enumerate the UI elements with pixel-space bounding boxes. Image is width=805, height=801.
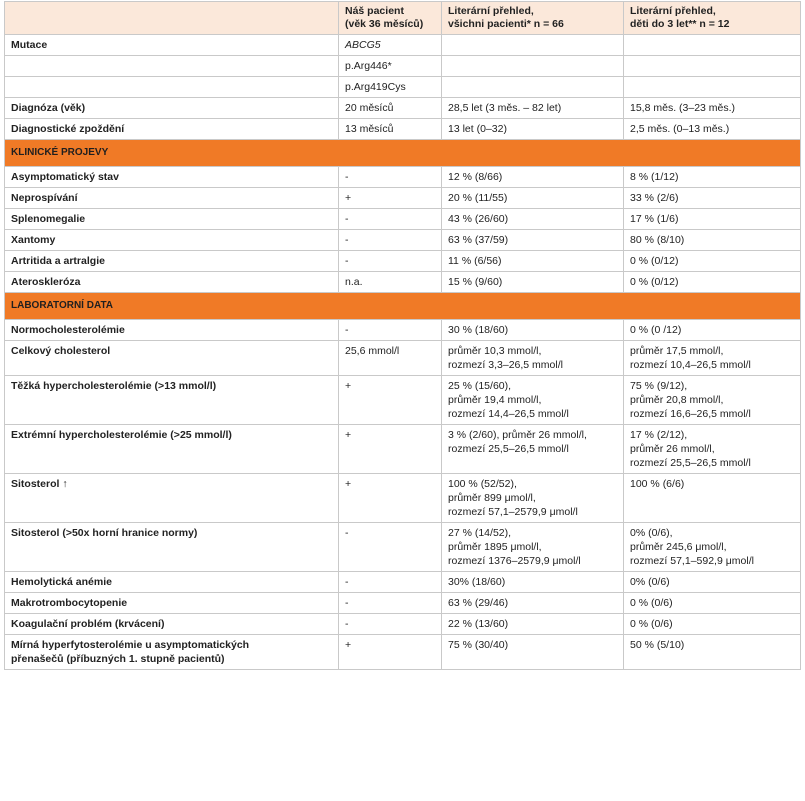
row-patient: - [339, 523, 442, 572]
row-label: Asymptomatický stav [5, 167, 339, 188]
row-patient: + [339, 425, 442, 474]
row-kids: 100 % (6/6) [624, 474, 801, 523]
row-all: 30 % (18/60) [442, 320, 624, 341]
table-row [5, 35, 801, 56]
row-patient: - [339, 593, 442, 614]
row-label: Sitosterol (>50x horní hranice normy) [5, 523, 339, 572]
row-label: Xantomy [5, 230, 339, 251]
table-row [5, 167, 801, 188]
mutation-gene: ABCG5 [339, 35, 442, 56]
row-patient: - [339, 167, 442, 188]
mutation-variant1: p.Arg446* [339, 56, 442, 77]
row-label: Hemolytická anémie [5, 572, 339, 593]
table-row [5, 425, 801, 474]
mutation-label: Mutace [5, 35, 339, 56]
row-all: 3 % (2/60), průměr 26 mmol/l, rozmezí 25,5–26,5 mmol/l [442, 425, 624, 474]
comparison-table [4, 1, 801, 670]
row-label: Ateroskleróza [5, 272, 339, 293]
row-all: 12 % (8/66) [442, 167, 624, 188]
row-label: Extrémní hypercholesterolémie (>25 mmol/l) [5, 425, 339, 474]
row-kids: 0% (0/6), průměr 245,6 μmol/l, rozmezí 57,1–592,9 μmol/l [624, 523, 801, 572]
row-kids: 15,8 měs. (3–23 měs.) [624, 98, 801, 119]
row-label: Celkový cholesterol [5, 341, 339, 376]
row-patient: + [339, 474, 442, 523]
row-all: 15 % (9/60) [442, 272, 624, 293]
row-label: Sitosterol ↑ [5, 474, 339, 523]
row-kids: průměr 17,5 mmol/l, rozmezí 10,4–26,5 mmol/l [624, 341, 801, 376]
row-all: 63 % (37/59) [442, 230, 624, 251]
row-label: Splenomegalie [5, 209, 339, 230]
row-kids: 0 % (0/6) [624, 593, 801, 614]
row-label: Mírná hyperfytosterolémie u asymptomatických přenašečů (příbuzných 1. stupně pacientů) [5, 635, 339, 670]
table-header-row [5, 2, 801, 35]
row-patient: - [339, 572, 442, 593]
table-row [5, 77, 801, 98]
table-row [5, 635, 801, 670]
row-patient: + [339, 635, 442, 670]
section-title: LABORATORNÍ DATA [5, 293, 801, 320]
row-kids: 2,5 měs. (0–13 měs.) [624, 119, 801, 140]
row-kids: 0 % (0/6) [624, 614, 801, 635]
row-label: Diagnostické zpoždění [5, 119, 339, 140]
table-row [5, 209, 801, 230]
table-row [5, 119, 801, 140]
table-row [5, 572, 801, 593]
row-patient: 25,6 mmol/l [339, 341, 442, 376]
table-row [5, 376, 801, 425]
row-patient: + [339, 376, 442, 425]
row-all: průměr 10,3 mmol/l, rozmezí 3,3–26,5 mmol/l [442, 341, 624, 376]
row-kids: 33 % (2/6) [624, 188, 801, 209]
row-kids: 50 % (5/10) [624, 635, 801, 670]
row-all: 22 % (13/60) [442, 614, 624, 635]
row-patient: + [339, 188, 442, 209]
row-label: Makrotrombocytopenie [5, 593, 339, 614]
table-row [5, 474, 801, 523]
table-row [5, 56, 801, 77]
row-all: 43 % (26/60) [442, 209, 624, 230]
row-patient: - [339, 614, 442, 635]
row-all: 100 % (52/52), průměr 899 μmol/l, rozmezí 57,1–2579,9 μmol/l [442, 474, 624, 523]
row-all: 11 % (6/56) [442, 251, 624, 272]
row-kids: 0 % (0/12) [624, 272, 801, 293]
row-label: Těžká hypercholesterolémie (>13 mmol/l) [5, 376, 339, 425]
row-patient: 13 měsíců [339, 119, 442, 140]
table-row [5, 341, 801, 376]
header-col2: Náš pacient (věk 36 měsíců) [339, 2, 442, 35]
row-kids: 0% (0/6) [624, 572, 801, 593]
row-all: 13 let (0–32) [442, 119, 624, 140]
row-patient: n.a. [339, 272, 442, 293]
row-all: 30% (18/60) [442, 572, 624, 593]
row-kids: 17 % (2/12), průměr 26 mmol/l, rozmezí 25,5–26,5 mmol/l [624, 425, 801, 474]
row-all: 20 % (11/55) [442, 188, 624, 209]
table-row [5, 614, 801, 635]
table-row [5, 523, 801, 572]
row-label: Artritida a artralgie [5, 251, 339, 272]
row-kids: 0 % (0 /12) [624, 320, 801, 341]
row-kids: 80 % (8/10) [624, 230, 801, 251]
row-all: 25 % (15/60), průměr 19,4 mmol/l, rozmezí 14,4–26,5 mmol/l [442, 376, 624, 425]
row-patient: - [339, 320, 442, 341]
row-label: Neprospívání [5, 188, 339, 209]
row-label: Normocholesterolémie [5, 320, 339, 341]
table-row [5, 188, 801, 209]
header-col4: Literární přehled, děti do 3 let** n = 12 [624, 2, 801, 35]
mutation-variant2: p.Arg419Cys [339, 77, 442, 98]
section-title: KLINICKÉ PROJEVY [5, 140, 801, 167]
row-all: 27 % (14/52), průměr 1895 μmol/l, rozmezí 1376–2579,9 μmol/l [442, 523, 624, 572]
row-kids: 8 % (1/12) [624, 167, 801, 188]
header-col1 [5, 2, 339, 35]
row-patient: 20 měsíců [339, 98, 442, 119]
table-row [5, 251, 801, 272]
row-label: Koagulační problém (krvácení) [5, 614, 339, 635]
row-all: 28,5 let (3 měs. – 82 let) [442, 98, 624, 119]
row-kids: 17 % (1/6) [624, 209, 801, 230]
row-kids: 0 % (0/12) [624, 251, 801, 272]
row-all: 63 % (29/46) [442, 593, 624, 614]
row-kids: 75 % (9/12), průměr 20,8 mmol/l, rozmezí 16,6–26,5 mmol/l [624, 376, 801, 425]
row-patient: - [339, 251, 442, 272]
table-row [5, 230, 801, 251]
row-all: 75 % (30/40) [442, 635, 624, 670]
header-col3: Literární přehled, všichni pacienti* n = 66 [442, 2, 624, 35]
row-label: Diagnóza (věk) [5, 98, 339, 119]
row-patient: - [339, 230, 442, 251]
section-header-lab [5, 293, 801, 320]
table-row [5, 593, 801, 614]
section-header-clinical [5, 140, 801, 167]
row-patient: - [339, 209, 442, 230]
table-row [5, 320, 801, 341]
table-row [5, 272, 801, 293]
table-row [5, 98, 801, 119]
